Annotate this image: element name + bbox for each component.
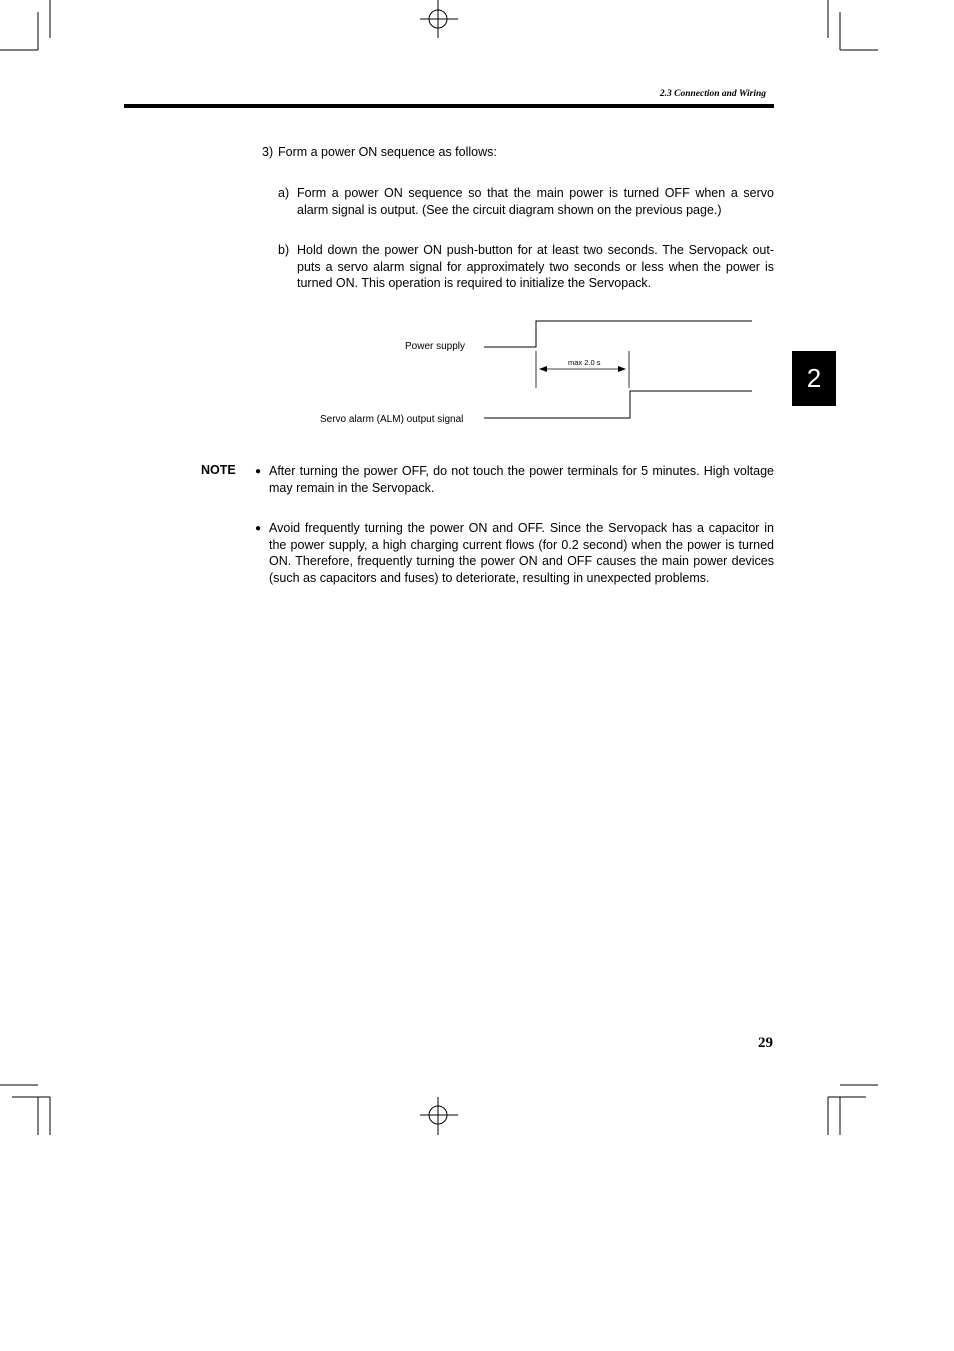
bullet-icon: ● — [255, 466, 262, 477]
note-item-1 — [255, 463, 774, 496]
power-supply-waveform — [484, 321, 752, 347]
substep-b-text: Hold down the power ON push-button for at least two seconds. The Servopack out-puts a servo alarm signal for approximately two seconds or less when the power is turned ON. This operation is required to initialize the Servopack. — [297, 243, 774, 290]
note-item-1-text: After turning the power OFF, do not touch the power terminals for 5 minutes. High voltage may remain in the Servopack. — [269, 464, 774, 495]
step-marker: 3) — [262, 145, 274, 159]
interval-label: max 2.0 s — [568, 358, 601, 367]
power-supply-label: Power supply — [405, 341, 466, 352]
bullet-icon: ● — [255, 523, 262, 534]
arrow-head-right — [618, 366, 626, 372]
note-item-2 — [255, 520, 774, 586]
alarm-signal-waveform — [484, 391, 752, 418]
substep-a-marker: a) — [278, 186, 290, 200]
running-header: 2.3 Connection and Wiring — [659, 89, 766, 99]
note-item-2-text: Avoid frequently turning the power ON and OFF. Since the Servopack has a capacitor in the power supply, a high charging current flows (for 0.2 second) when the power is turned ON. Therefore, frequently turning the power ON and OFF causes the main power devices (such as capacitors and fuses) to deteriorate, resulting in unexpected problems. — [269, 521, 774, 585]
substep-a-text: Form a power ON sequence so that the main power is turned OFF when a servo alarm signal is output. (See the circuit diagram shown on the previous page.) — [297, 186, 774, 217]
note-label: NOTE — [201, 463, 236, 477]
chapter-tab: 2 — [792, 351, 836, 406]
arrow-head-left — [539, 366, 547, 372]
step-text: Form a power ON sequence as follows: — [278, 145, 497, 159]
substep-b-marker: b) — [278, 243, 290, 257]
alarm-signal-label: Servo alarm (ALM) output signal — [320, 414, 464, 425]
page-number: 29 — [758, 1035, 773, 1051]
